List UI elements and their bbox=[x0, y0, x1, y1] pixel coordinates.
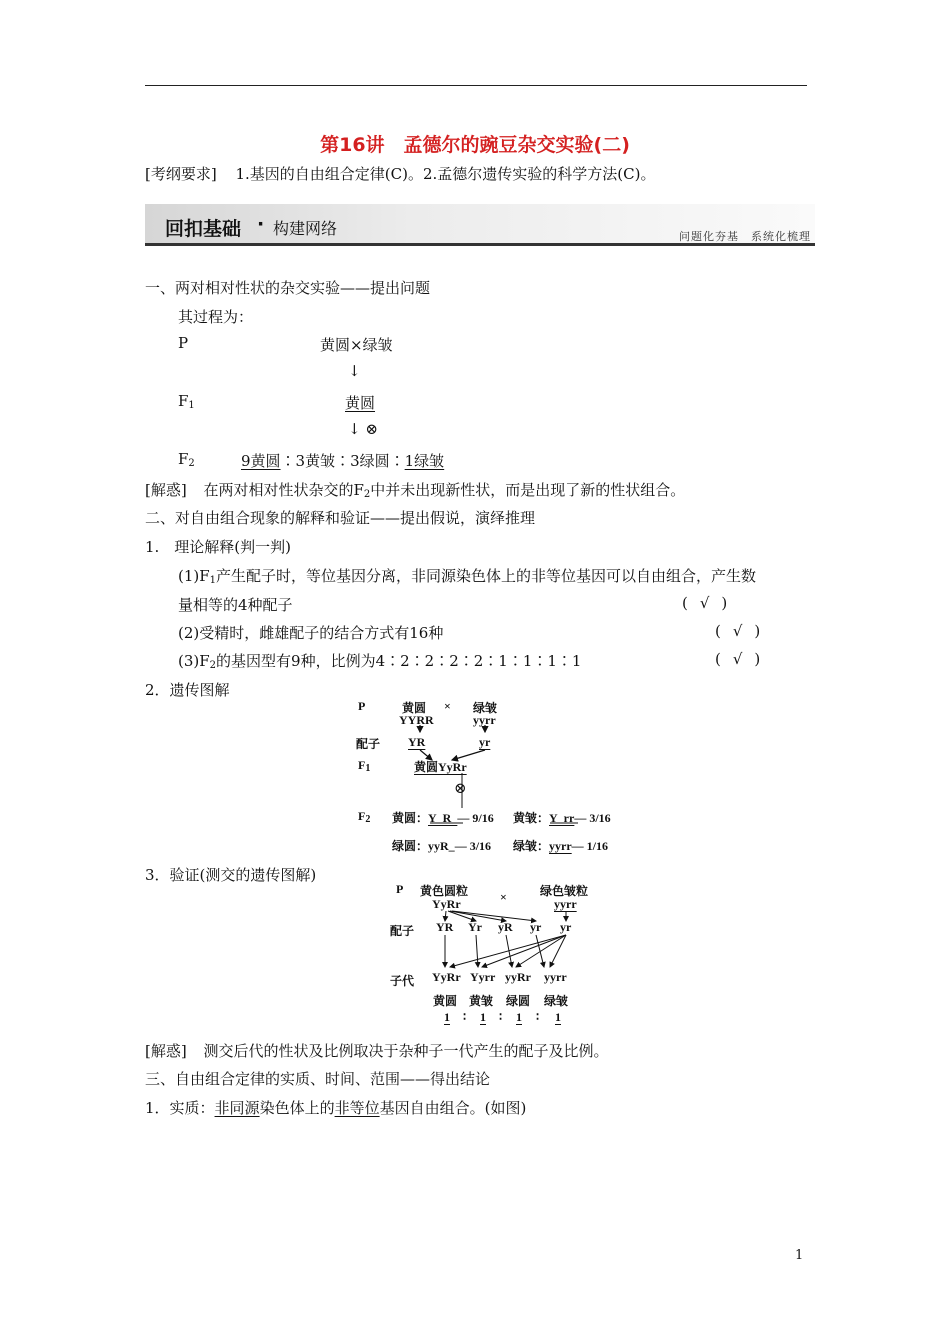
exam-requirements bbox=[145, 163, 656, 184]
requirements-label: [考纲要求] bbox=[145, 165, 217, 183]
d2-colon-3: ∶ bbox=[536, 1010, 540, 1024]
d1-gamete-label: 配子 bbox=[356, 737, 381, 751]
d2-parent1: 黄色圆粒 bbox=[420, 884, 469, 898]
d1-gamete2: yr bbox=[479, 735, 491, 749]
judgement1-mark: ( √ ) bbox=[682, 594, 728, 612]
d1-gamete1: YR bbox=[408, 735, 426, 749]
section1-heading: 一、两对相对性状的杂交实验——提出问题 bbox=[145, 279, 431, 297]
banner-main: 回扣基础 bbox=[165, 218, 242, 240]
arrow-self: ↓ ⊗ bbox=[348, 420, 378, 438]
section2-item3: 3．验证(测交的遗传图解) bbox=[145, 866, 317, 884]
section2-heading: 二、对自由组合现象的解释和验证——提出假说，演绎推理 bbox=[145, 509, 536, 527]
banner-dot: · bbox=[257, 213, 265, 235]
d2-pheno-2: 黄皱 bbox=[469, 994, 494, 1008]
d2-pheno-3: 绿圆 bbox=[506, 994, 531, 1008]
section1-intro: 其过程为： bbox=[178, 308, 254, 326]
judgement3-mark: ( √ ) bbox=[715, 650, 761, 668]
d2-gamete-tester: yr bbox=[560, 920, 572, 934]
judgement3: (3)F2的基因型有9种，比例为4∶2∶2∶2∶2∶1∶1∶1∶1 bbox=[178, 652, 582, 671]
d1-parent1: 黄圆 bbox=[402, 701, 427, 715]
d2-pheno-4: 绿皱 bbox=[544, 994, 569, 1008]
d1-parent2: 绿皱 bbox=[473, 701, 498, 715]
f1-label: F1 bbox=[178, 392, 195, 411]
d1-f1-value: 黄圆YyRr bbox=[414, 760, 467, 774]
d2-gamete-yr: yr bbox=[530, 920, 542, 934]
d2-pheno-1: 黄圆 bbox=[433, 994, 458, 1008]
d1-cross: × bbox=[444, 699, 451, 713]
d2-gamete-label: 配子 bbox=[390, 924, 415, 938]
d2-geno2: yyrr bbox=[554, 897, 577, 911]
d2-offspring-label: 子代 bbox=[390, 974, 415, 988]
requirements-text: 1.基因的自由组合定律(C)。2.孟德尔遗传实验的科学方法(C)。 bbox=[235, 165, 656, 183]
d2-ratio-1: 1 bbox=[444, 1010, 450, 1024]
section2-item2: 2．遗传图解 bbox=[145, 681, 230, 699]
d2-geno1: YyRr bbox=[432, 897, 461, 911]
d1-row1: 黄圆：Y_R_— 9/16 bbox=[392, 811, 494, 825]
d2-offspring-4: yyrr bbox=[544, 970, 567, 984]
d1-row1b: 黄皱：Y_rr— 3/16 bbox=[513, 811, 611, 825]
d2-colon-1: ∶ bbox=[463, 1010, 467, 1024]
d2-offspring-2: Yyrr bbox=[470, 970, 496, 984]
p-cross: 黄圆×绿皱 bbox=[320, 336, 393, 354]
judgement1-line2: 量相等的4种配子 bbox=[178, 596, 293, 614]
judgement1-line1: (1)F1产生配子时，等位基因分离，非同源染色体上的非等位基因可以自由组合，产生数 bbox=[178, 567, 757, 586]
d2-gamete-yR: yR bbox=[498, 920, 513, 934]
f1-value: 黄圆 bbox=[345, 394, 376, 412]
section2-item1: 1. 理论解释(判一判) bbox=[145, 538, 292, 556]
d2-ratio-4: 1 bbox=[555, 1010, 561, 1024]
d1-geno1: YYRR bbox=[399, 713, 434, 727]
d2-gamete-yr-upper: YR bbox=[436, 920, 454, 934]
f2-ratio: 9黄圆∶3黄皱∶3绿圆∶1绿皱 bbox=[241, 452, 445, 470]
d2-gamete-yr-mixed: Yr bbox=[468, 920, 482, 934]
d2-offspring-3: yyRr bbox=[505, 970, 531, 984]
section3-heading: 三、自由组合定律的实质、时间、范围——得出结论 bbox=[145, 1070, 491, 1088]
d1-p: P bbox=[358, 699, 366, 713]
d1-geno2: yyrr bbox=[473, 713, 496, 727]
banner-sub: 构建网络 bbox=[273, 219, 338, 238]
d2-p: P bbox=[396, 882, 404, 896]
header-rule bbox=[145, 85, 807, 86]
section-banner bbox=[145, 204, 815, 246]
p-label: P bbox=[178, 334, 189, 352]
arrow-down: ↓ bbox=[348, 362, 361, 380]
judgement2: (2)受精时，雌雄配子的结合方式有16种 bbox=[178, 624, 444, 642]
page-number: 1 bbox=[795, 1248, 804, 1263]
lesson-title: 第16讲 孟德尔的豌豆杂交实验(二) bbox=[320, 134, 630, 156]
d1-row2: 绿圆：yyR_— 3/16 bbox=[392, 839, 492, 853]
f2-label: F2 bbox=[178, 450, 195, 469]
d1-f1: F1 bbox=[358, 758, 371, 774]
d2-cross: × bbox=[500, 890, 507, 904]
banner-right: 问题化夯基 系统化梳理 bbox=[679, 230, 811, 243]
judgement2-mark: ( √ ) bbox=[715, 622, 761, 640]
explain1: [解惑] 在两对相对性状杂交的F2中并未出现新性状，而是出现了新的性状组合。 bbox=[145, 481, 686, 500]
d2-ratio-2: 1 bbox=[480, 1010, 486, 1024]
section3-line1: 1．实质：非同源染色体上的非等位基因自由组合。(如图) bbox=[145, 1099, 527, 1117]
d1-f2: F2 bbox=[358, 809, 371, 825]
d2-offspring-1: YyRr bbox=[432, 970, 461, 984]
d2-colon-2: ∶ bbox=[499, 1010, 503, 1024]
explain2: [解惑] 测交后代的性状及比例取决于杂种子一代产生的配子及比例。 bbox=[145, 1042, 609, 1060]
d2-parent2: 绿色皱粒 bbox=[540, 884, 589, 898]
d1-self-icon: ⊗ bbox=[454, 779, 467, 797]
d1-row2b: 绿皱：yyrr— 1/16 bbox=[513, 839, 609, 853]
d2-ratio-3: 1 bbox=[516, 1010, 522, 1024]
